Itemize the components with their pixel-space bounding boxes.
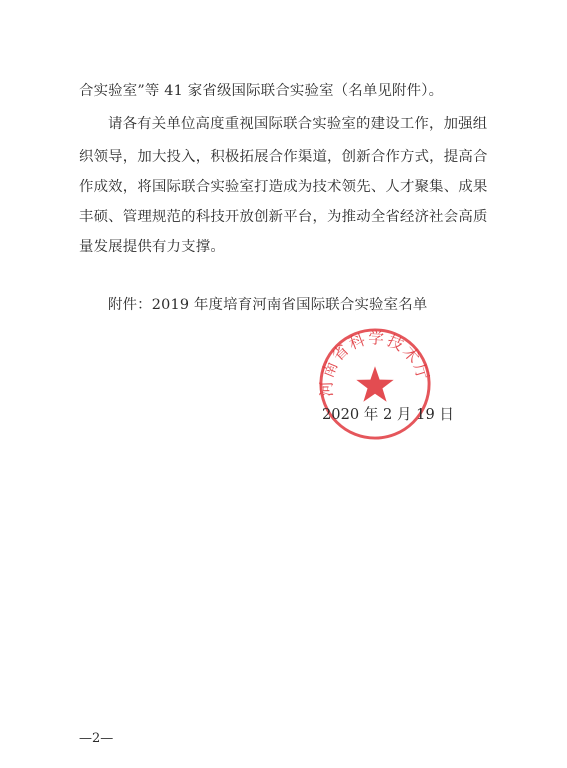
attachment-note: 附件：2019 年度培育河南省国际联合实验室名单 <box>108 297 428 313</box>
signature-date: 2020 年 2 月 19 日 <box>322 406 454 423</box>
page-number: —2— <box>79 731 114 746</box>
star-icon <box>356 366 393 401</box>
text-line: 请各有关单位高度重视国际联合实验室的建设工作，加强组 <box>108 116 488 132</box>
text-line: 合实验室”等 41 家省级国际联合实验室（名单见附件）。 <box>79 83 444 99</box>
svg-text:河南省科学技术厅: 河南省科学技术厅 <box>316 328 434 398</box>
text-line: 丰硕、管理规范的科技开放创新平台，为推动全省经济社会高质 <box>79 209 488 225</box>
text-line: 织领导，加大投入，积极拓展合作渠道，创新合作方式，提高合 <box>79 149 488 165</box>
official-seal <box>316 325 434 443</box>
text-line: 作成效，将国际联合实验室打造成为技术领先、人才聚集、成果 <box>79 179 488 195</box>
text-line: 量发展提供有力支撑。 <box>79 239 225 255</box>
